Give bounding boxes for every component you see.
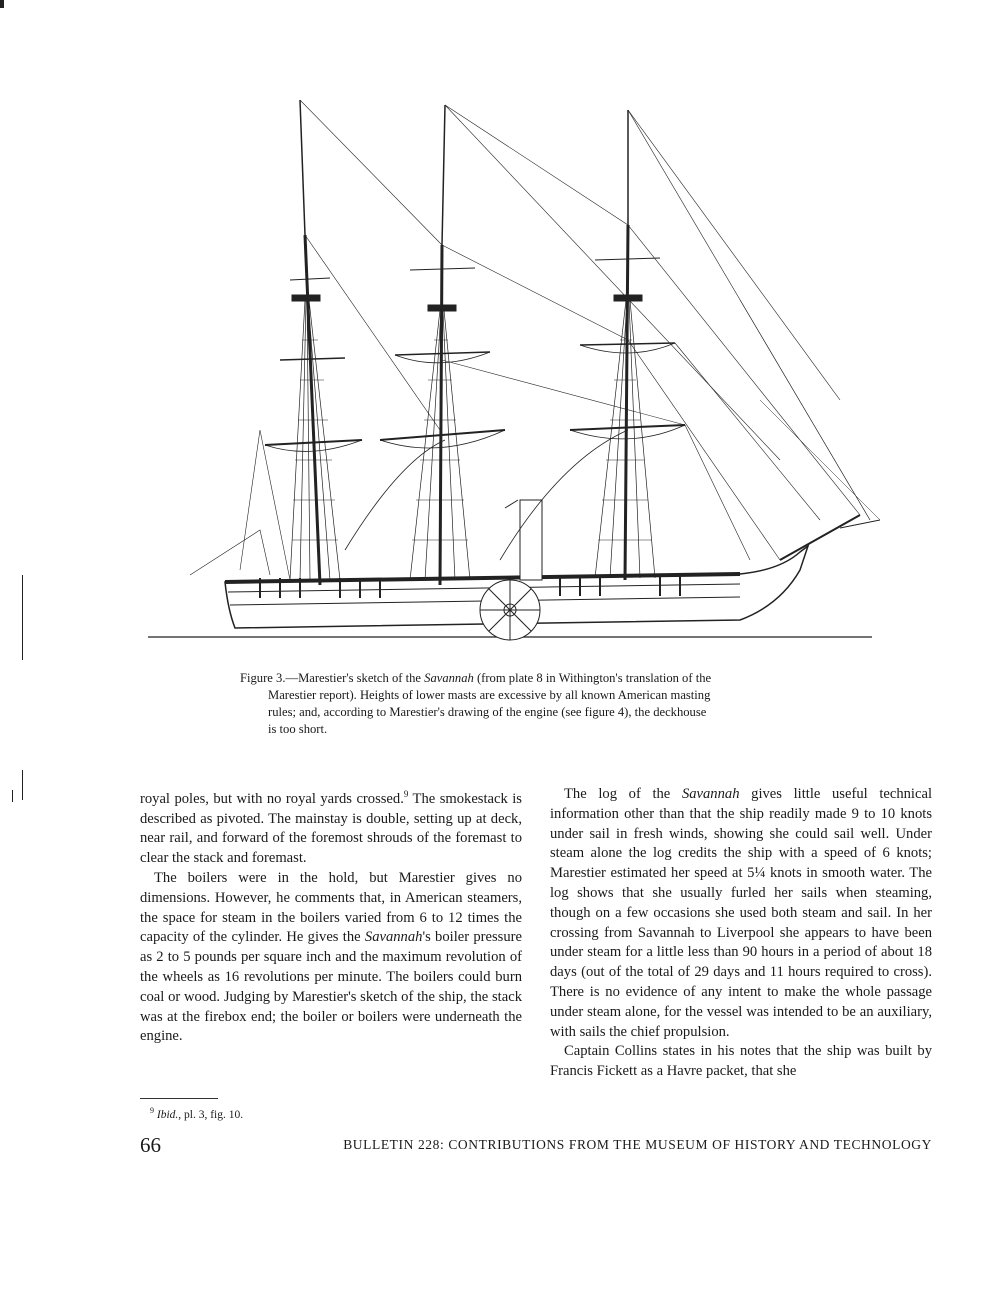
scan-mark xyxy=(22,575,23,660)
footnote-divider xyxy=(140,1098,218,1099)
paragraph: royal poles, but with no royal yards crossed.$^9$ The smokestack is described as pivoted. The mainstay is double, setting up at deck, near rail, and forward of the foremost shrouds of the foremast to clear the stack and foremast. xyxy=(140,789,522,867)
caption-line: is too short. xyxy=(268,722,328,736)
ship-illustration xyxy=(140,100,880,660)
paragraph: The log of the Savannah gives little useful technical information other than that the ship readily made 9 to 10 knots under sail in fresh winds, showing she could sail well. Under steam alone the log credits the ship with a speed of 6 knots; Marestier estimated her speed at 5¼ knots in smooth water. The log shows that she usually furled her sails when steaming, though on a few occasions she used both steam and sail. In her crossing from Savannah to Liverpool she appears to have been under steam for a little less than 90 hours in a period of about 18 days (out of the total of 29 days and 11 hours required to cross). There is no evidence of any intent to make the whole passage under steam alone, for the vessel was intended to be an auxiliary, with sails the chief propulsion. xyxy=(550,786,932,1040)
body-column-left xyxy=(140,785,522,1047)
footnote: $^9$ Ibid., pl. 3, fig. 10. xyxy=(150,1106,244,1121)
paragraph: Captain Collins states in his notes that the ship was built by Francis Fickett as a Havre packet, that she xyxy=(550,1043,932,1080)
paragraph: The boilers were in the hold, but Marestier gives no dimensions. However, he comments that, in American steamers, the space for steam in the boilers varied from 6 to 12 times the capacity of the cylinder. He gives the Savannah's boiler pressure as 2 to 5 pounds per square inch and the maximum revolution of the wheels as 16 revolutions per minute. The boilers could burn coal or wood. Judging by Marestier's sketch of the ship, the stack was at the firebox end; the boiler or boilers were underneath the engine. xyxy=(140,870,522,1045)
running-head: BULLETIN 228: CONTRIBUTIONS FROM THE MUSEUM OF HISTORY AND TECHNOLOGY xyxy=(343,1137,932,1152)
caption-line: Figure 3.—Marestier's sketch of the Savannah (from plate 8 in Withington's translation of the xyxy=(240,671,712,685)
page-footer xyxy=(140,1133,932,1157)
scan-mark xyxy=(0,0,4,8)
page-number: 66 xyxy=(140,1133,161,1157)
footnote-ref: 9 xyxy=(403,789,409,799)
caption-line: Marestier report). Heights of lower masts are excessive by all known American masting xyxy=(268,688,711,702)
body-column-right xyxy=(550,785,932,1082)
scan-mark xyxy=(12,790,13,802)
figure-caption xyxy=(240,670,840,738)
caption-line: rules; and, according to Marestier's drawing of the engine (see figure 4), the deckhouse xyxy=(268,705,707,719)
scan-mark xyxy=(22,770,23,800)
